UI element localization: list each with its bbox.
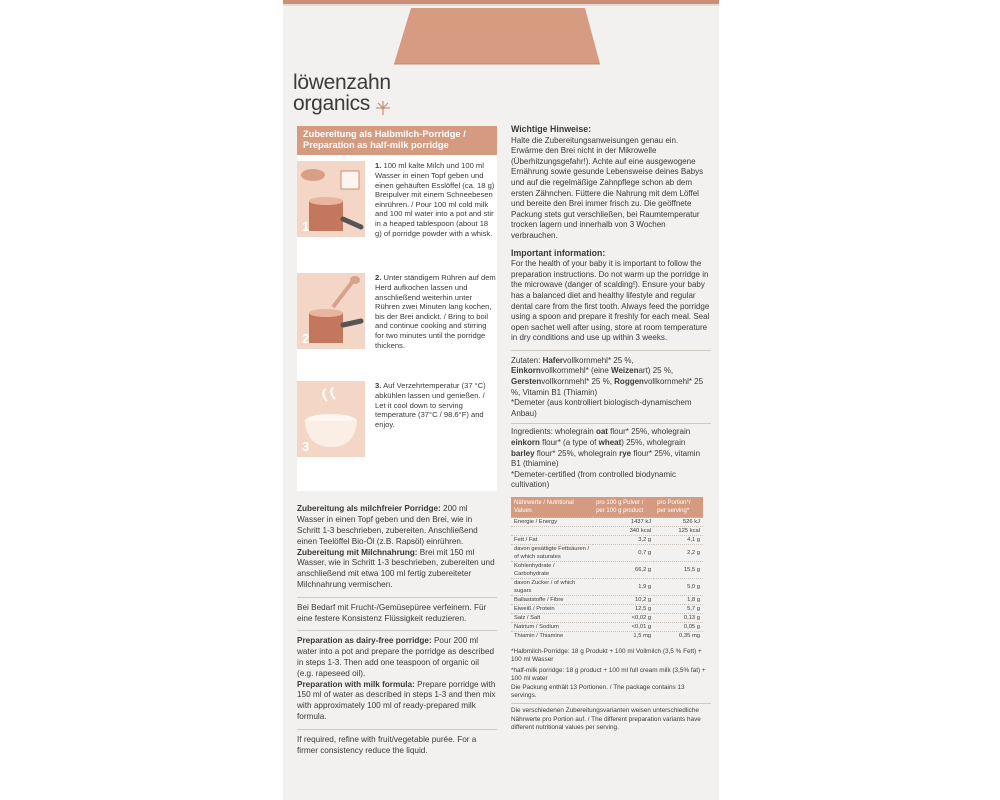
- nutrition-cell-per100: 10,2 g: [593, 596, 654, 605]
- brand-logo: [293, 72, 391, 114]
- nutrition-table: [511, 497, 703, 640]
- nutrition-cell-label: Ballaststoffe / Fibre: [511, 596, 593, 605]
- nutrition-cell-label: [511, 527, 593, 536]
- ingredients-bold-1: einkorn: [511, 438, 540, 448]
- footnote-1: *Halbmilch-Porridge: 18 g Produkt + 100 ml Vollmilch (3,5 % Fett) + 100 ml Wasser: [511, 648, 702, 664]
- step-2-illustration: [297, 273, 365, 349]
- nutrition-row: [511, 518, 703, 527]
- important-title: Important information:: [511, 247, 606, 258]
- ingredients-label: Ingredients: wholegrain: [511, 427, 596, 437]
- nutrition-cell-label: Kohlenhydrate / Carbohydrate: [511, 562, 593, 579]
- nutrition-body: [511, 518, 703, 641]
- nutrition-row: [511, 579, 703, 596]
- ingredients-rest-2: ) 25%, wholegrain: [621, 438, 686, 448]
- package-back: [283, 0, 719, 800]
- nutrition-cell-label: Salz / Salt: [511, 614, 593, 623]
- ingredients-bold-3: barley: [511, 448, 535, 458]
- step-3-text: 3. Auf Verzehrtemperatur (37 °C) abkühlen lassen und genießen. / Let it cool down to serving temperature (37°C / 98.6°F) and enjoy.: [375, 381, 486, 429]
- step-1-body: 100 ml kalte Milch und 100 ml Wasser in einen Topf geben und einen gehäuften Esslöffel (ca. 18 g) Breipulver mit einem Schneebesen einrühren. / Pour 100 ml cold milk and 100 ml water into a pot and stir in a heaped tablespoon (about 18 g) of porridge powder with a whisk.: [375, 161, 495, 238]
- nutrition-row: [511, 614, 703, 623]
- nutrition-cell-serving: 0,35 mg: [654, 632, 703, 641]
- divider: [511, 423, 711, 424]
- en-milkformula: [297, 680, 497, 723]
- ingredients: [511, 427, 711, 469]
- nutrition-row: [511, 623, 703, 632]
- nutrition-header-per100: pro 100 g Pulver / per 100 g product: [593, 497, 654, 518]
- ingredients-bold-0: oat: [595, 427, 608, 437]
- nutrition-cell-per100: 340 kcal: [593, 527, 654, 536]
- hinweise-title: Wichtige Hinweise:: [511, 124, 592, 134]
- zutaten-bold-0: Hafer: [542, 355, 564, 365]
- nutrition-cell-per100: 1437 kJ: [593, 518, 654, 527]
- nutrition-cell-label: Eiweiß / Protein: [511, 605, 593, 614]
- nutrition-cell-label: davon gesättigte Fettsäuren / of which saturates: [511, 545, 593, 562]
- en-dairyfree: [297, 636, 497, 679]
- nutrition-cell-serving: 526 kJ: [654, 518, 703, 527]
- de-dairyfree: [297, 504, 497, 547]
- preparation-header: Zubereitung als Halbmilch-Porridge / Preparation as half-milk porridge: [297, 126, 497, 155]
- nutrition-cell-serving: 1,8 g: [654, 596, 703, 605]
- nutrition-row: [511, 605, 703, 614]
- divider: [297, 729, 497, 730]
- nutrition-cell-per100: 3,2 g: [593, 536, 654, 545]
- nutrition-cell-per100: 1,9 g: [593, 579, 654, 596]
- right-column: [511, 124, 711, 733]
- important-text: For the health of your baby it is important to follow the preparation instructions. Do not warm up the porridge in the microwave (danger of scalding!). Ensure your baby has a balanced diet and healthy lifestyle and regular dental care from the first tooth. Always feed the porridge using a spoon and prepare it freshly for each meal. Seal open sachet well after using, store at room temperature in dry conditions and use up within 3 weeks.: [511, 259, 710, 343]
- nutrition-cell-per100: 0,7 g: [593, 545, 654, 562]
- zutaten-rest-1: vollkornmehl* (eine: [540, 366, 612, 376]
- left-column: [297, 126, 497, 756]
- nutrition-cell-serving: 0,05 g: [654, 623, 703, 632]
- package-flap: [283, 6, 719, 68]
- nutrition-cell-label: Thiamin / Thiamine: [511, 632, 593, 641]
- divider: [511, 350, 711, 351]
- de-preparation-notes: [297, 504, 497, 756]
- en-dairyfree-title: Preparation as dairy-free porridge:: [297, 636, 432, 646]
- nutrition-cell-serving: 15,5 g: [654, 562, 703, 579]
- nutrition-cell-serving: 5,7 g: [654, 605, 703, 614]
- brand-line-2: organics: [293, 92, 370, 115]
- zutaten-bold-4: Roggen: [614, 377, 644, 387]
- nutrition-row: [511, 562, 703, 579]
- ingredients-demeter: *Demeter-certified (from controlled biodynamic cultivation): [511, 469, 676, 490]
- zutaten-rest-3: vollkornmehl* 25 %,: [541, 377, 615, 387]
- step-3-body: Auf Verzehrtemperatur (37 °C) abkühlen lassen und genießen. / Let it cool down to serving temperature (37°C / 98.6°F) and enjoy.: [375, 381, 486, 429]
- nutrition-row: [511, 596, 703, 605]
- nutrition-cell-serving: 2,2 g: [654, 545, 703, 562]
- en-dairyfree-body: Pour 200 ml water into a pot and prepare the porridge as described in steps 1-3. Then add one teaspoon of organic oil (e.g. rapeseed oil).: [297, 636, 495, 678]
- zutaten-bold-3: Gersten: [511, 377, 542, 387]
- nutrition-header-row: [511, 497, 703, 518]
- step-1-number: 1: [302, 219, 310, 235]
- zutaten-rest-2: art) 25 %,: [638, 366, 674, 376]
- step-2: [297, 273, 497, 381]
- brand-line-1: löwenzahn: [293, 71, 391, 94]
- nutrition-cell-label: Fett / Fat: [511, 536, 593, 545]
- en-milkformula-title: Preparation with milk formula:: [297, 679, 415, 689]
- footnote-4: Die verschiedenen Zubereitungsvarianten weisen unterschiedliche Nährwerte pro Portion auf. / The different preparation variants have different nutritional values per serving.: [511, 707, 701, 732]
- ingredients-rest-1: flour* (a type of: [539, 438, 599, 448]
- nutrition-cell-label: davon Zucker / of which sugars: [511, 579, 593, 596]
- nutrition-cell-serving: 5,0 g: [654, 579, 703, 596]
- nutrition-cell-serving: 0,13 g: [654, 614, 703, 623]
- nutrition-cell-serving: 125 kcal: [654, 527, 703, 536]
- footnote-3: Die Packung enthält 13 Portionen. / The package contains 13 servings.: [511, 683, 685, 700]
- zutaten: [511, 356, 711, 398]
- zutaten-rest-4: vollkornmehl* 25 %, Vitamin B1 (Thiamin): [511, 377, 704, 397]
- step-3-label: 3: [375, 381, 380, 391]
- nutrition-cell-per100: <0,01 g: [593, 623, 654, 632]
- divider: [511, 703, 711, 704]
- step-2-text: 2. Unter ständigem Rühren auf dem Herd aufkochen lassen und anschließend weiterhin unter Rühren zwei Minuten lang kochen, bis der Brei andickt. / Bring to boil and continue cooking and stirring for two minutes until the porridge thickens.: [375, 273, 496, 350]
- dandelion-icon: [375, 100, 391, 116]
- nutrition-cell-per100: 12,5 g: [593, 605, 654, 614]
- step-3-number: 3: [302, 439, 310, 455]
- zutaten-demeter: *Demeter (aus kontrolliert biologisch-dynamischem Anbau): [511, 398, 692, 418]
- nutrition-row: [511, 632, 703, 641]
- step-3: [297, 381, 497, 489]
- nutrition-header-label: Nährwerte / Nutritional Values: [511, 497, 593, 518]
- nutrition-cell-serving: 4,1 g: [654, 536, 703, 545]
- steps-panel: [297, 155, 497, 491]
- nutrition-row: [511, 536, 703, 545]
- de-dairyfree-body: 200 ml Wasser in einen Topf geben und den Brei, wie in Schritt 1-3 beschrieben, zubereiten. Anschließend einen Teelöffel Bio-Öl (z.B. Rapsöl) einrühren.: [297, 504, 478, 546]
- footnote-2: *half-milk porridge: 18 g product + 100 ml full cream milk (3,5% fat) + 100 ml water: [511, 666, 706, 683]
- ingredients-rest-0: flour* 25%, wholegrain: [607, 427, 691, 437]
- de-milkformula-body: Brei mit 150 ml Wasser, wie in Schritt 1-3 beschrieben, zubereiten und anschließend mit etwa 100 ml fertig zubereiteter Milchnahrung vermischen.: [297, 547, 495, 589]
- step-1-illustration: [297, 161, 365, 237]
- zutaten-rest-0: vollkornmehl* 25 %,: [563, 355, 634, 365]
- step-1-label: 1: [375, 161, 380, 171]
- nutrition-cell-per100: 66,2 g: [593, 562, 654, 579]
- nutrition-cell-label: Energie / Energy: [511, 518, 593, 527]
- de-milkformula-title: Zubereitung mit Milchnahrung:: [297, 547, 418, 557]
- nutrition-row: [511, 527, 703, 536]
- en-milkformula-body: Prepare porridge with 150 ml of water as described in steps 1-3 and then mix with approximately 100 ml of ready-prepared milk formula.: [297, 679, 496, 721]
- step-2-number: 2: [302, 331, 310, 347]
- nutrition-cell-per100: <0,02 g: [593, 614, 654, 623]
- step-1: [297, 161, 497, 273]
- hinweise-text: Halte die Zubereitungsanweisungen genau ein. Erwärme den Brei nicht in der Mikrowelle (Überhitzungsgefahr!). Achte auf eine ausgewogene Ernährung sowie gesunde Lebensweise deines Babys und auf die regelmäßige Zahnpflege schon ab dem ersten Zähnchen. Füttere die Nahrung mit dem Löffel und bereite den Brei immer frisch zu. Die geöffnete Packung stets gut verschließen, bei Raumtemperatur trocken lagern und innerhalb von 3 Wochen verbrauchen.: [511, 135, 704, 240]
- divider: [297, 597, 497, 598]
- nutrition-row: [511, 545, 703, 562]
- nutrition-cell-label: Natrium / Sodium: [511, 623, 593, 632]
- zutaten-bold-1: Einkorn: [511, 366, 541, 376]
- en-refine: If required, refine with fruit/vegetable purée. For a firmer consistency reduce the liquid.: [297, 734, 477, 755]
- zutaten-bold-2: Weizen: [611, 366, 639, 376]
- step-3-illustration: [297, 381, 365, 457]
- de-milkformula: [297, 548, 497, 591]
- nutrition-header-serving: pro Portion*/ per serving*: [654, 497, 703, 518]
- de-dairyfree-title: Zubereitung als milchfreier Porridge:: [297, 504, 441, 514]
- de-refine: Bei Bedarf mit Frucht-/Gemüsepüree verfeinern. Für eine festere Konsistenz Flüssigkeit reduzieren.: [297, 602, 487, 623]
- divider: [297, 630, 497, 631]
- ingredients-bold-4: rye: [619, 448, 632, 458]
- step-2-label: 2: [375, 273, 380, 283]
- nutrition-cell-per100: 1,5 mg: [593, 632, 654, 641]
- zutaten-label: Zutaten:: [511, 355, 543, 365]
- ingredients-bold-2: wheat: [598, 438, 622, 448]
- step-2-body: Unter ständigem Rühren auf dem Herd aufkochen lassen und anschließend weiterhin unter Rühren zwei Minuten lang kochen, bis der Brei andickt. / Bring to boil and continue cooking and stirring for two minutes until the porridge thickens.: [375, 273, 496, 350]
- ingredients-rest-3: flour* 25%, wholegrain: [534, 448, 620, 458]
- ingredients-rest-4: flour* 25%, vitamin B1 (thiamine): [511, 448, 701, 469]
- step-1-text: 1. 100 ml kalte Milch und 100 ml Wasser in einen Topf geben und einen gehäuften Esslöffel (ca. 18 g) Breipulver mit einem Schneebesen einrühren. / Pour 100 ml cold milk and 100 ml water into a pot and stir in a heaped tablespoon (about 18 g) of porridge powder with a whisk.: [375, 161, 495, 238]
